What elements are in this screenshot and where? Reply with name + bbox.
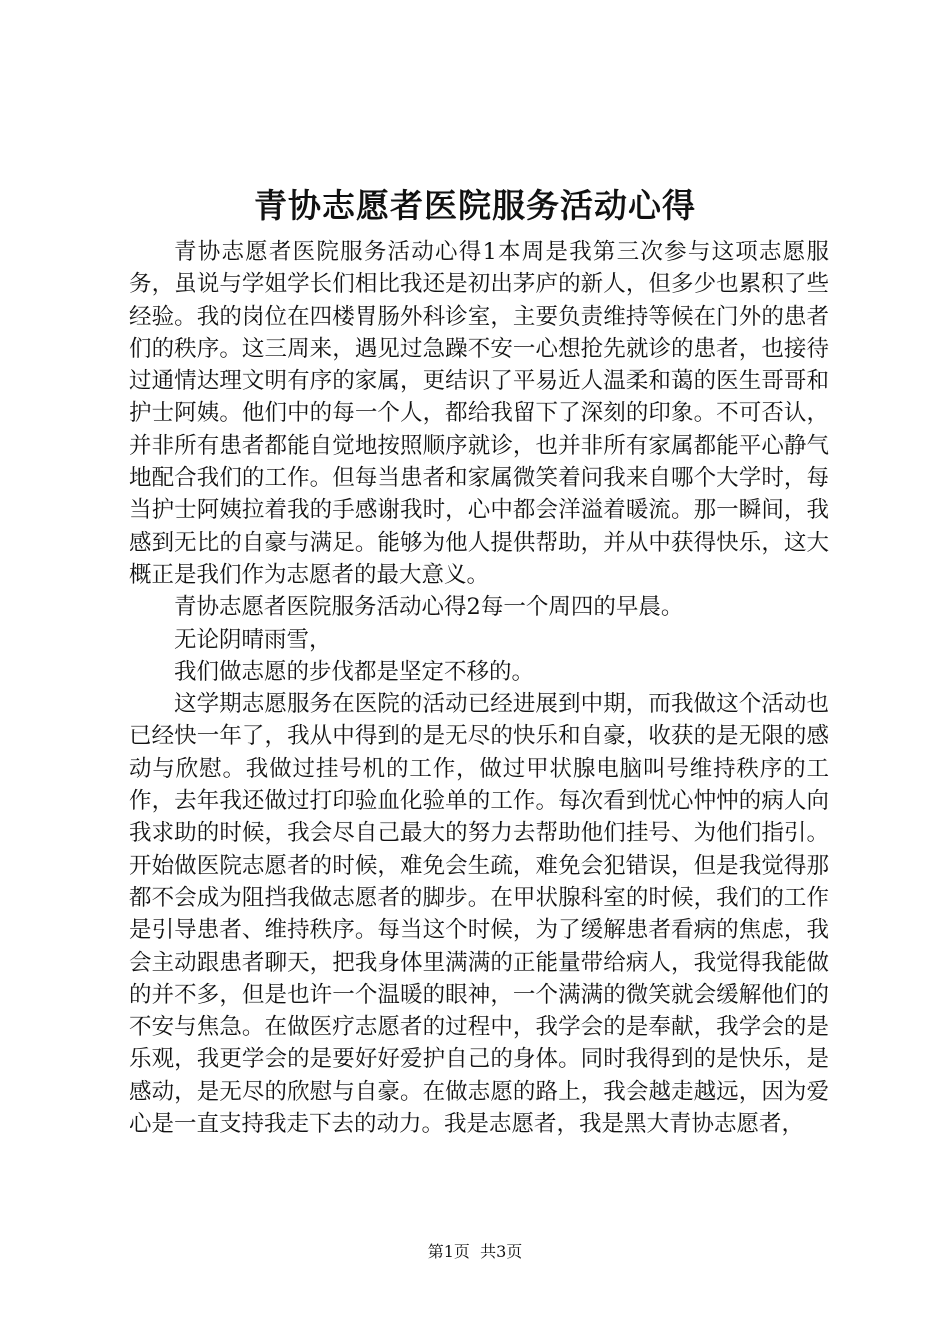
paragraph: 无论阴晴雨雪， <box>174 626 332 653</box>
page-number: 第1页 <box>427 1242 470 1261</box>
paragraph: 我们做志愿的步伐都是坚定不移的。 <box>174 658 535 685</box>
paragraph: 青协志愿者医院服务活动心得2每一个周四的早晨。 <box>174 594 684 621</box>
page-footer <box>0 1240 950 1264</box>
document-title: 青协志愿者医院服务活动心得 <box>254 186 696 225</box>
paragraph: 青协志愿者医院服务活动心得1本周是我第三次参与这项志愿服务，虽说与学姐学长们相比我还是初出茅庐的新人，但多少也累积了些经验。我的岗位在四楼胃肠外科诊室，主要负责维持等候在门外的患者们的秩序。这三周来，遇见过急躁不安一心想抢先就诊的患者，也接待过通情达理文明有序的家属，更结识了平易近人温柔和蔼的医生哥哥和护士阿姨。他们中的每一个人，都给我留下了深刻的印象。不可否认，并非所有患者都能自觉地按照顺序就诊，也并非所有家属都能平心静气地配合我们的工作。但每当患者和家属微笑着问我来自哪个大学时，每当护士阿姨拉着我的手感谢我时，心中都会洋溢着暖流。那一瞬间，我感到无比的自豪与满足。能够为他人提供帮助，并从中获得快乐，这大概正是我们作为志愿者的最大意义。 <box>129 239 829 588</box>
paragraph: 这学期志愿服务在医院的活动已经进展到中期，而我做这个活动也已经快一年了，我从中得到的是无尽的快乐和自豪，收获的是无限的感动与欣慰。我做过挂号机的工作，做过甲状腺电脑叫号维持秩序的工作，去年我还做过打印验血化验单的工作。每次看到忧心忡忡的病人向我求助的时候，我会尽自己最大的努力去帮助他们挂号、为他们指引。开始做医院志愿者的时候，难免会生疏，难免会犯错误，但是我觉得那都不会成为阻挡我做志愿者的脚步。在甲状腺科室的时候，我们的工作是引导患者、维持秩序。每当这个时候，为了缓解患者看病的焦虑，我会主动跟患者聊天，把我身体里满满的正能量带给病人，我觉得我能做的并不多，但是也许一个温暖的眼神，一个满满的微笑就会缓解他们的不安与焦急。在做医疗志愿者的过程中，我学会的是奉献，我学会的是乐观，我更学会的是要好好爱护自己的身体。同时我得到的是快乐，是感动，是无尽的欣慰与自豪。在做志愿的路上，我会越走越远，因为爱心是一直支持我走下去的动力。我是志愿者，我是黑大青协志愿者， <box>129 691 829 1138</box>
document-body <box>129 236 829 1140</box>
page-total: 共3页 <box>480 1242 523 1261</box>
